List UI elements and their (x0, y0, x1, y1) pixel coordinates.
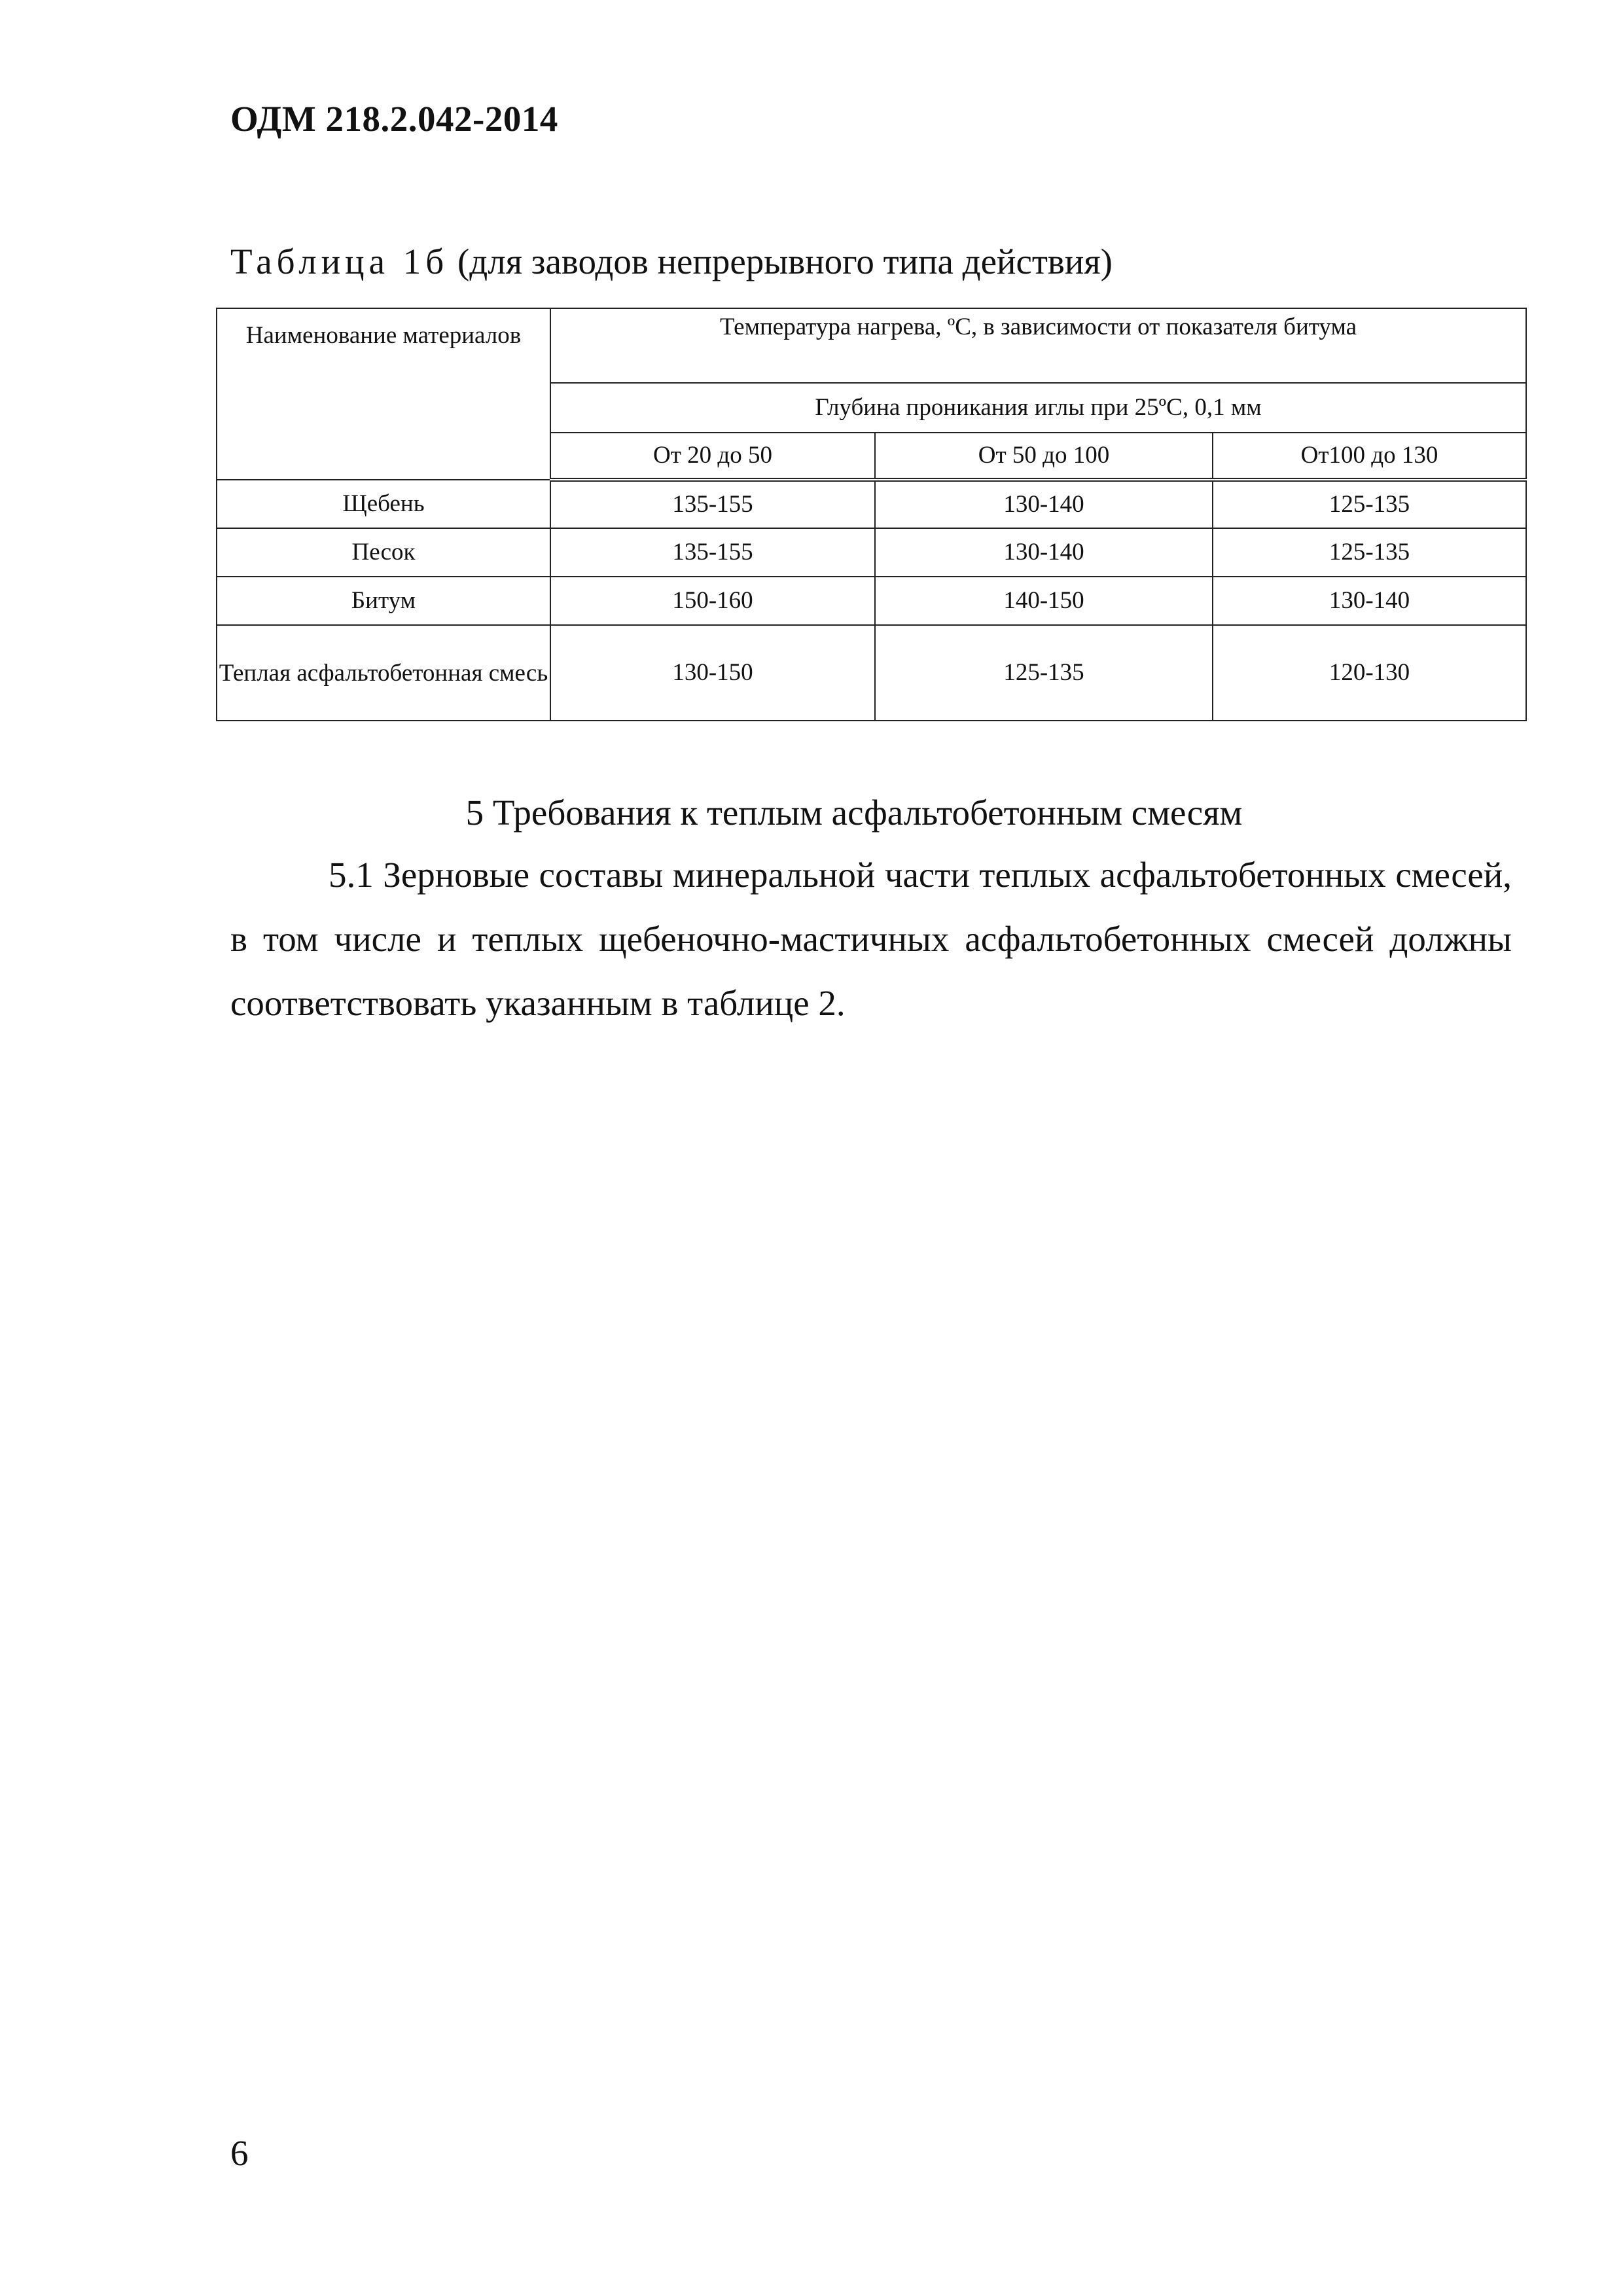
row-value: 120-130 (1213, 625, 1526, 721)
header-material-name: Наименование материалов (217, 308, 550, 480)
row-value: 130-140 (875, 528, 1213, 577)
row-value: 135-155 (550, 528, 875, 577)
page-number: 6 (230, 2133, 249, 2173)
header-penetration-depth: Глубина проникания иглы при 25ºС, 0,1 мм (550, 383, 1526, 433)
header-temperature: Температура нагрева, ºС, в зависимости от показателя битума (550, 308, 1526, 383)
row-material-name: Теплая асфальтобетонная смесь (217, 625, 550, 721)
table-row (217, 480, 1526, 528)
section-paragraph: 5.1 Зерновые составы минеральной части теплых асфальтобетонных смесей, в том числе и теплых щебеночно-мастичных асфальтобетонных смесей должны соответствовать указанным в таблице 2. (230, 855, 1512, 1023)
row-value: 130-140 (1213, 577, 1526, 625)
row-value: 125-135 (875, 625, 1213, 721)
row-value: 125-135 (1213, 528, 1526, 577)
row-value: 150-160 (550, 577, 875, 625)
section-title: 5 Требования к теплым асфальтобетонным смесям (465, 793, 1243, 833)
header-column: От100 до 130 (1213, 433, 1526, 480)
row-material-name: Песок (217, 528, 550, 577)
row-value: 130-150 (550, 625, 875, 721)
table-row (217, 625, 1526, 721)
row-value: 130-140 (875, 480, 1213, 528)
table-row (217, 577, 1526, 625)
row-value: 135-155 (550, 480, 875, 528)
table-caption (230, 241, 1113, 282)
header-column: От 50 до 100 (875, 433, 1213, 480)
header-column: От 20 до 50 (550, 433, 875, 480)
row-material-name: Щебень (217, 480, 550, 528)
document-code: ОДМ 218.2.042-2014 (230, 99, 558, 139)
table-caption-text: (для заводов непрерывного типа действия) (457, 242, 1113, 281)
row-material-name: Битум (217, 577, 550, 625)
row-value: 125-135 (1213, 480, 1526, 528)
temperature-table (216, 308, 1527, 721)
table-row (217, 528, 1526, 577)
row-value: 140-150 (875, 577, 1213, 625)
table-caption-label: Таблица 1б (230, 242, 449, 281)
